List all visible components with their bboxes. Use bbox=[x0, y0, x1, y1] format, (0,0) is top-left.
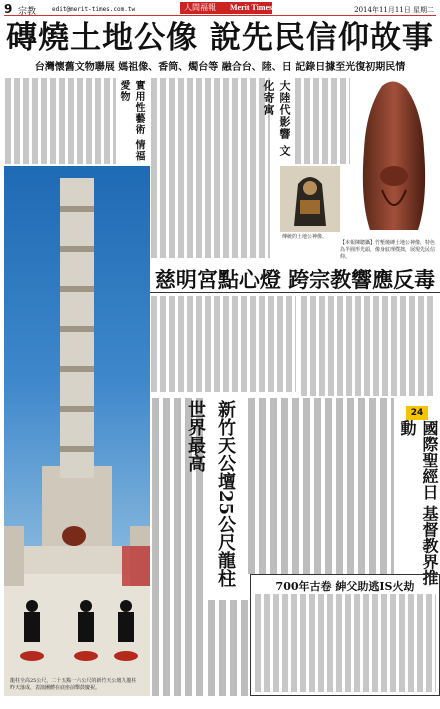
main-article-left-text bbox=[4, 78, 116, 164]
pillar-caption: 龍柱全高25公尺，二十五點一六公尺的新竹天公壇九龍柱昨天落成，表演團體在底座前擊鼓慶祝。 bbox=[10, 678, 137, 691]
divider bbox=[150, 292, 440, 293]
page-number: 9 bbox=[4, 2, 13, 16]
figure-caption: 傳統的土地公神像。 bbox=[282, 234, 328, 240]
pillar-article-bottom-text bbox=[206, 600, 248, 696]
deity-figure-photo bbox=[280, 166, 340, 232]
rescue-article-text bbox=[254, 594, 436, 692]
temple-article-right-text bbox=[300, 296, 436, 396]
temple-article-left-text bbox=[150, 296, 296, 392]
main-article-right-text bbox=[294, 78, 350, 164]
pillar-article-right-text bbox=[246, 398, 394, 574]
main-article-mid-text bbox=[150, 78, 270, 258]
main-headline: 磚燒土地公像 說先民信仰故事 bbox=[6, 20, 434, 56]
section-label: 宗教 bbox=[18, 7, 37, 17]
clay-statue-photo bbox=[352, 80, 436, 238]
main-subhead: 台灣懷舊文物聯展 媽祖像、香筒、燭台等 融合台、陸、日 記錄日據至光復初期民情 bbox=[34, 62, 406, 73]
column-heading: 實用性藝術 情福愛物 bbox=[118, 80, 144, 162]
newspaper-logo: 人間福報 bbox=[180, 2, 272, 14]
side-heading: 大陸代影響 文化寄寓 bbox=[262, 80, 291, 157]
contact-email: edit@merit-times.com.tw bbox=[52, 6, 136, 13]
date-badge: 24 bbox=[406, 406, 428, 420]
rescue-headline: 700年古卷 紳父助逃IS火劫 bbox=[275, 580, 415, 593]
newspaper-logo-en: Merit Times bbox=[230, 3, 273, 12]
issue-date: 2014年11月11日 星期二 bbox=[354, 6, 434, 14]
temple-headline: 慈明宮點心燈 跨宗教響應反毒 bbox=[154, 267, 436, 292]
gospel-headline: 國際聖經日 基督教界推動 bbox=[398, 420, 439, 586]
page-header bbox=[4, 2, 436, 16]
pillar-headline: 新竹天公壇25公尺龍柱 世界最高 bbox=[185, 400, 236, 588]
dragon-pillar-photo bbox=[4, 166, 150, 696]
statue-caption: 【本報陳聰攝】竹塹燒磚土地公神像，特色為半圓形光頭，像身紋理樸拙，展現先民信仰。 bbox=[340, 240, 436, 260]
